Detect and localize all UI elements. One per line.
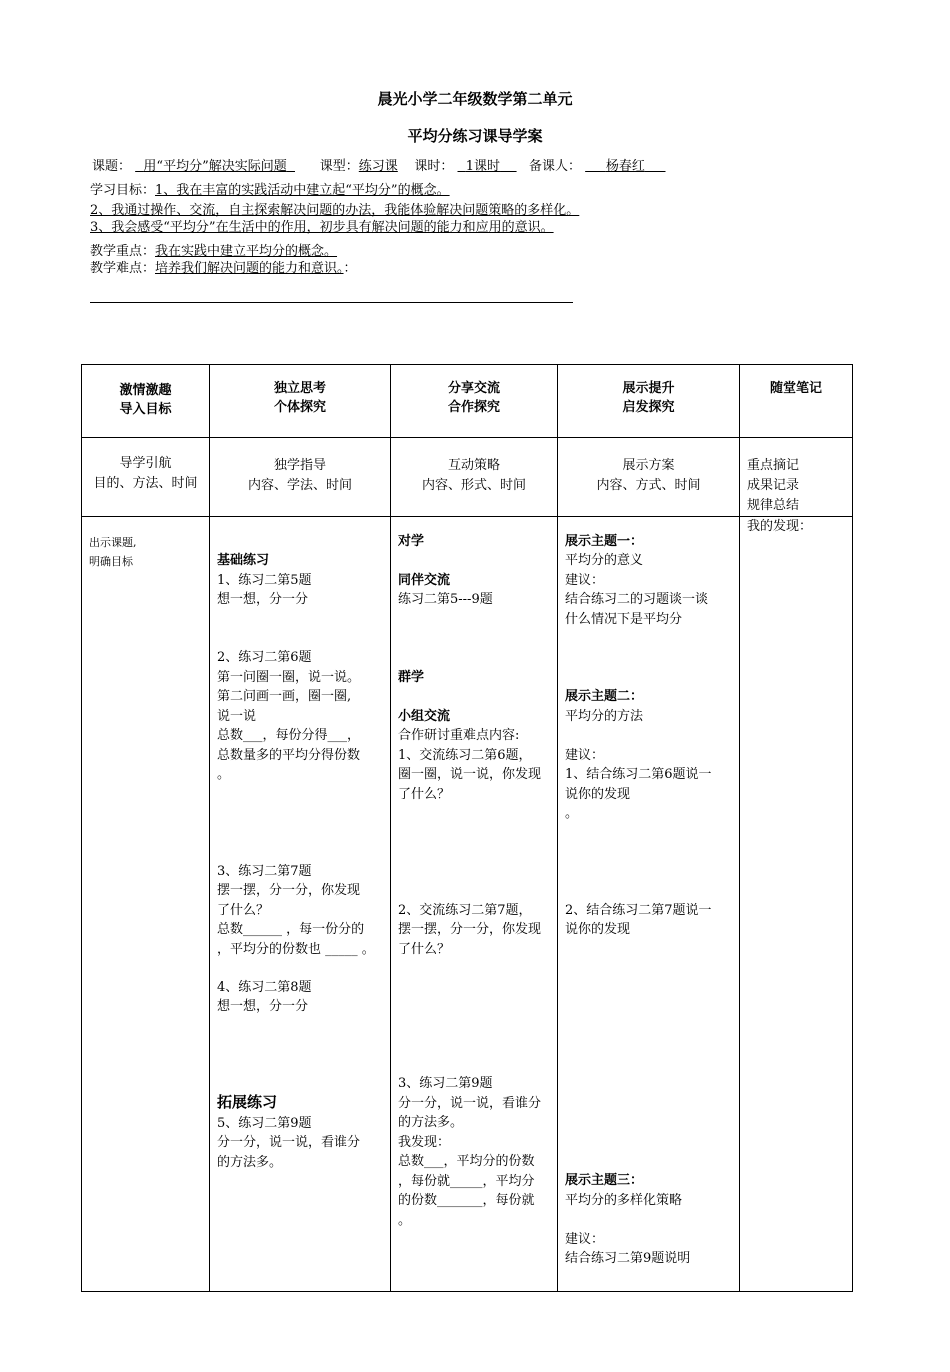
display-theme-3: 展示主题三：: [565, 1173, 644, 1188]
sharing-line: 了什么？: [398, 942, 451, 957]
my-findings-label: 我的发现：: [747, 519, 813, 534]
display-line: 建议：: [565, 1232, 605, 1247]
peer-exchange-title: 同伴交流: [398, 573, 451, 588]
sharing-line: 摆一摆，分一分，你发现: [398, 922, 542, 937]
group-exchange-title: 小组交流: [398, 709, 451, 724]
sharing-line: 1、交流练习二第6题，: [398, 748, 532, 763]
practice-line: 第二问画一画，圈一圈,: [217, 689, 352, 704]
sharing-line: 练习二第5---9题: [398, 592, 493, 607]
group-study-title: 群学: [398, 670, 425, 685]
practice-line: ，平均分的份数也 _____ 。: [217, 942, 375, 957]
display-line: 。: [565, 806, 579, 821]
display-line: 建议：: [565, 748, 605, 763]
lesson-plan-table: [81, 364, 853, 1292]
header-cell-display: 展示提升 启发探究: [558, 365, 740, 438]
topic-value: 用“平均分”解决实际问题: [143, 159, 287, 174]
practice-line: 4、练习二第8题: [217, 980, 312, 995]
intro-line-1: 出示课题,: [89, 536, 137, 549]
objective-1: 学习目标：1、我在丰富的实践活动中建立起“平均分”的概念。: [90, 183, 450, 198]
practice-line: 。: [217, 767, 231, 782]
sharing-line: 我发现：: [398, 1135, 451, 1150]
sharing-line: ，每份就_____，平均分: [398, 1174, 535, 1189]
subheader-notes: 重点摘记 成果记录 规律总结: [740, 438, 853, 517]
practice-line: 3、练习二第7题: [217, 864, 312, 879]
practice-line: 第一问圈一圈，说一说。: [217, 670, 361, 685]
sharing-line: 圈一圈，说一说，你发现: [398, 767, 542, 782]
sharing-line: 的份数_______，每份就: [398, 1193, 535, 1208]
display-line: 结合练习二第9题说明: [565, 1251, 691, 1266]
display-theme-2: 展示主题二：: [565, 689, 644, 704]
display-line: 结合练习二的习题谈一谈: [565, 592, 709, 607]
type-value: 练习课: [358, 159, 398, 174]
display-line: 建议：: [565, 573, 605, 588]
sharing-line: 总数___，平均分的份数: [398, 1154, 535, 1169]
sharing-line: 的方法多。: [398, 1115, 464, 1130]
practice-line: 说一说: [217, 709, 257, 724]
extension-practice-title: 拓展练习: [217, 1093, 278, 1111]
content-cell-notes: [740, 517, 853, 1292]
basic-practice-title: 基础练习: [217, 553, 270, 568]
content-cell-sharing: [391, 517, 558, 1292]
document-title: 晨光小学二年级数学第二单元: [377, 90, 573, 108]
content-cell-independent: [210, 517, 391, 1292]
objective-3: 3、我会感受“平均分”在生活中的作用，初步具有解决问题的能力和应用的意识。: [90, 220, 554, 235]
subheader-interaction: 互动策略 内容、形式、时间: [391, 438, 558, 517]
subheader-row: [82, 438, 853, 517]
display-line: 平均分的多样化策略: [565, 1193, 683, 1208]
subheader-display-plan: 展示方案 内容、方式、时间: [558, 438, 740, 517]
display-line: 平均分的意义: [565, 553, 644, 568]
lesson-info: [92, 155, 666, 174]
intro-line-2: 明确目标: [89, 555, 133, 568]
type-label: 课型：: [319, 159, 359, 174]
practice-line: 总数___，每份分得___，: [217, 728, 361, 743]
content-row: [82, 517, 853, 1292]
practice-line: 摆一摆，分一分，你发现: [217, 883, 361, 898]
document-subtitle: 平均分练习课导学案: [407, 127, 543, 145]
practice-line: 总数______ ，每一份分的: [217, 922, 365, 937]
display-line: 什么情况下是平均分: [565, 612, 683, 627]
teaching-key-point: 教学重点：我在实践中建立平均分的概念。: [90, 244, 338, 259]
header-cell-notes: 随堂笔记: [740, 365, 853, 438]
topic-label: 课题：: [92, 159, 132, 174]
display-line: 平均分的方法: [565, 709, 644, 724]
content-cell-intro: [82, 517, 210, 1292]
display-line: 1、结合练习二第6题说一: [565, 767, 712, 782]
display-line: 说你的发现: [565, 787, 631, 802]
extension-line: 分一分，说一说，看谁分: [217, 1135, 361, 1150]
practice-line: 2、练习二第6题: [217, 650, 312, 665]
subheader-self-study: 独学指导 内容、学法、时间: [210, 438, 391, 517]
header-cell-sharing: 分享交流 合作探究: [391, 365, 558, 438]
header-cell-intro: 激情激趣 导入目标: [82, 365, 210, 438]
sharing-line: 3、练习二第9题: [398, 1076, 493, 1091]
preparer-value: 杨春红: [605, 159, 645, 174]
practice-line: 了什么？: [217, 903, 270, 918]
hours-label: 课时：: [414, 159, 454, 174]
display-theme-1: 展示主题一：: [565, 534, 644, 549]
sharing-line: 2、交流练习二第7题，: [398, 903, 532, 918]
content-cell-display: [558, 517, 740, 1292]
divider-line: [90, 302, 573, 303]
hours-value: 1课时: [465, 159, 501, 174]
sharing-line: 合作研讨重难点内容:: [398, 728, 520, 743]
header-row: [82, 365, 853, 438]
practice-line: 1、练习二第5题: [217, 573, 312, 588]
practice-line: 总数量多的平均分得份数: [217, 748, 361, 763]
display-line: 2、结合练习二第7题说一: [565, 903, 712, 918]
pair-study-title: 对学: [398, 534, 425, 549]
sharing-line: 了什么？: [398, 787, 451, 802]
practice-line: 想一想，分一分: [217, 592, 309, 607]
sharing-line: 。: [398, 1213, 412, 1228]
extension-line: 5、练习二第9题: [217, 1116, 312, 1131]
display-line: 说你的发现: [565, 922, 631, 937]
extension-line: 的方法多。: [217, 1155, 283, 1170]
header-cell-independent: 独立思考 个体探究: [210, 365, 391, 438]
sharing-line: 分一分，说一说，看谁分: [398, 1096, 542, 1111]
teaching-difficulty: 教学难点：培养我们解决问题的能力和意识。：: [90, 261, 357, 276]
practice-line: 想一想，分一分: [217, 999, 309, 1014]
preparer-label: 备课人：: [528, 159, 581, 174]
objective-2: 2、我通过操作、交流，自主探索解决问题的办法，我能体验解决问题策略的多样化。: [90, 203, 580, 218]
subheader-guide: 导学引航 目的、方法、时间: [82, 438, 210, 517]
